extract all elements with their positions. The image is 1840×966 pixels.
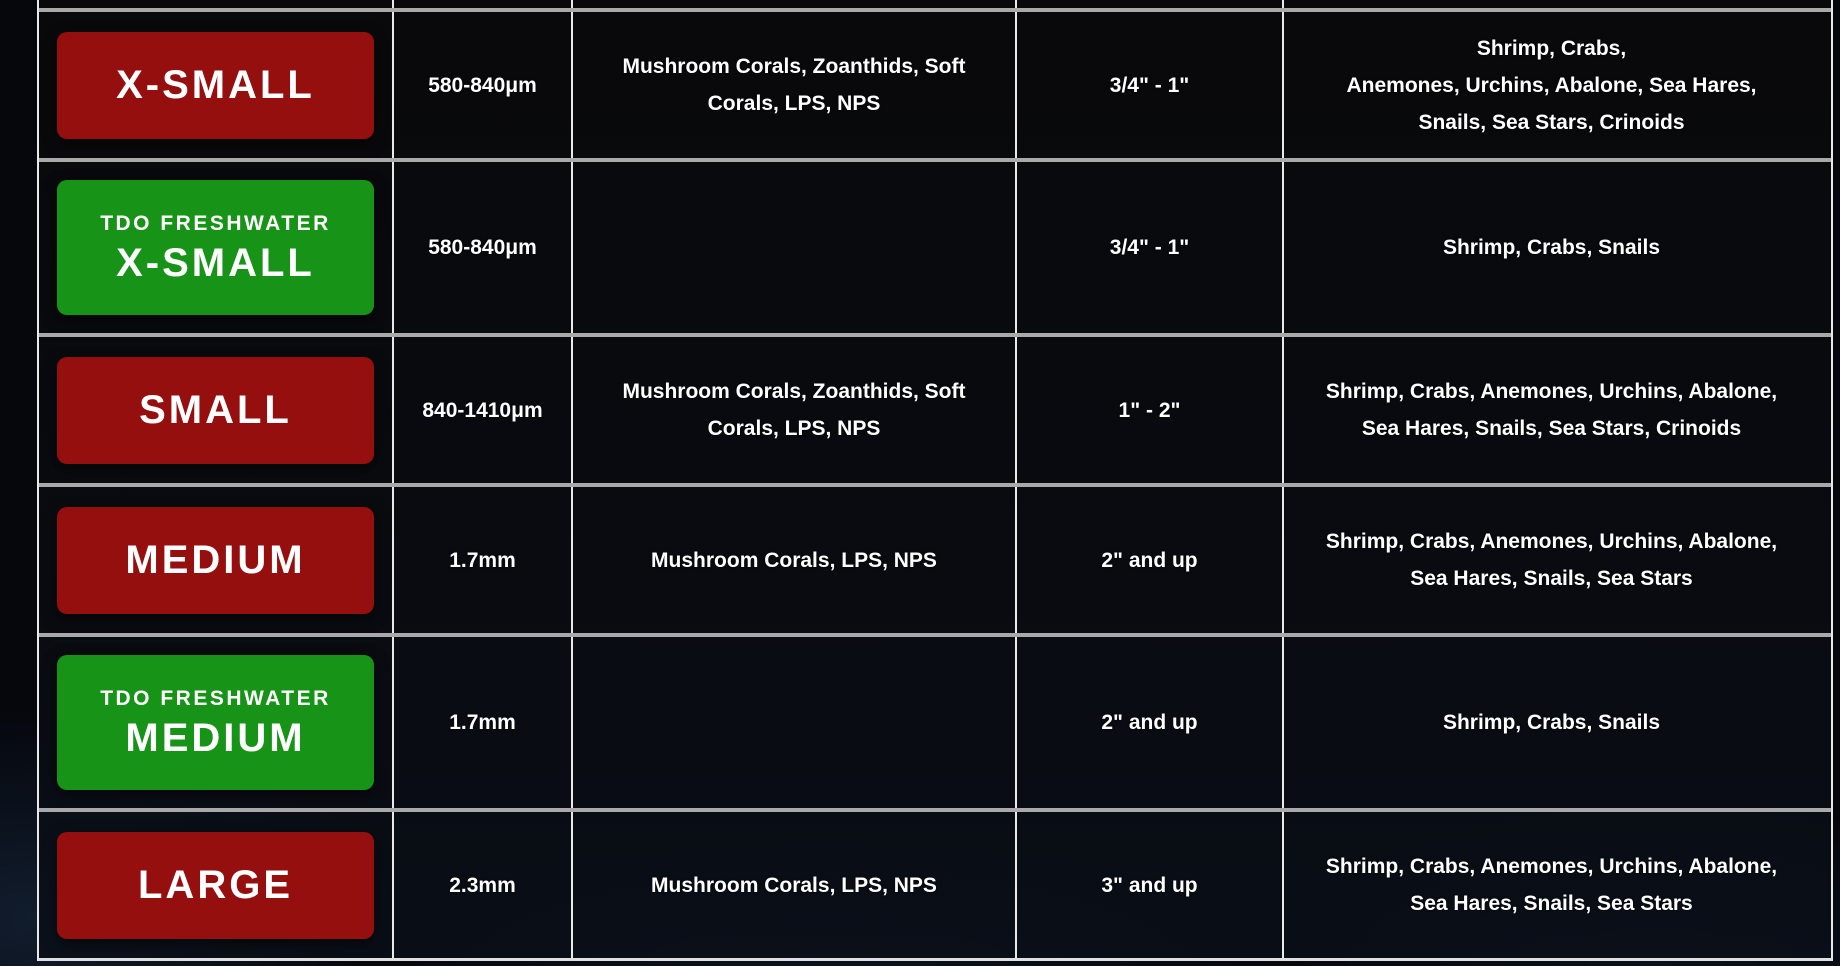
size-badge-cell bbox=[39, 812, 394, 958]
size-badge-cell bbox=[39, 337, 394, 483]
invertebrates-line: Shrimp, Crabs, Anemones, Urchins, Abalone, bbox=[1325, 380, 1778, 403]
size-badge bbox=[57, 180, 374, 315]
fish-size-cell bbox=[1017, 162, 1284, 333]
particle-size-cell bbox=[394, 487, 573, 633]
corals-line: Corals, LPS, NPS bbox=[707, 417, 881, 440]
particle-size-cell bbox=[394, 812, 573, 958]
badge-size-label: MEDIUM bbox=[125, 538, 306, 582]
size-badge-cell bbox=[39, 487, 394, 633]
particle-size-value: 840-1410μm bbox=[422, 398, 543, 422]
fish-size-value: 2" and up bbox=[1101, 711, 1198, 734]
corals-cell bbox=[573, 487, 1017, 633]
badge-size-label: X-SMALL bbox=[116, 63, 315, 107]
corals-cell bbox=[573, 12, 1017, 158]
corals-cell bbox=[573, 162, 1017, 333]
badge-prefix-label: TDO FRESHWATER bbox=[100, 211, 331, 235]
size-badge bbox=[57, 655, 374, 790]
invertebrates-cell bbox=[1284, 0, 1819, 8]
corals-line: Mushroom Corals, Zoanthids, Soft bbox=[622, 55, 966, 78]
invertebrates-line: Sea Hares, Snails, Sea Stars bbox=[1410, 567, 1693, 590]
fish-size-cell bbox=[1017, 12, 1284, 158]
size-badge bbox=[57, 832, 374, 939]
invertebrates-line: Sea Hares, Snails, Sea Stars bbox=[1410, 892, 1693, 915]
invertebrates-cell bbox=[1284, 812, 1819, 958]
invertebrates-line: Sea Hares, Snails, Sea Stars, Crinoids bbox=[1361, 417, 1742, 440]
invertebrates-cell bbox=[1284, 337, 1819, 483]
invertebrates-line: Shrimp, Crabs, Anemones, Urchins, Abalone, bbox=[1325, 530, 1778, 553]
corals-cell bbox=[573, 337, 1017, 483]
invertebrates-line: Shrimp, Crabs, Snails bbox=[1442, 236, 1661, 259]
corals-cell bbox=[573, 637, 1017, 808]
fish-size-cell bbox=[1017, 812, 1284, 958]
table-row bbox=[39, 808, 1831, 958]
table-row bbox=[39, 483, 1831, 633]
size-badge-cell bbox=[39, 12, 394, 158]
table-row bbox=[39, 633, 1831, 808]
food-size-table bbox=[37, 0, 1833, 961]
size-badge-cell bbox=[39, 0, 394, 8]
invertebrates-cell bbox=[1284, 487, 1819, 633]
invertebrates-line: Shrimp, Crabs, Anemones, Urchins, Abalone, bbox=[1325, 855, 1778, 878]
corals-line: Mushroom Corals, Zoanthids, Soft bbox=[622, 380, 966, 403]
fish-size-value: 1" - 2" bbox=[1118, 398, 1181, 422]
corals-cell bbox=[573, 0, 1017, 8]
particle-size-value: 2.3mm bbox=[449, 873, 516, 897]
particle-size-value: 1.7mm bbox=[449, 711, 516, 734]
invertebrates-line: Anemones, Urchins, Abalone, Sea Hares, bbox=[1346, 73, 1757, 97]
particle-size-cell bbox=[394, 337, 573, 483]
invertebrates-line: Snails, Sea Stars, Crinoids bbox=[1418, 110, 1685, 134]
invertebrates-cell bbox=[1284, 162, 1819, 333]
invertebrates-line: Shrimp, Crabs, bbox=[1476, 36, 1627, 60]
particle-size-value: 580-840μm bbox=[428, 73, 537, 97]
badge-prefix-label: TDO FRESHWATER bbox=[100, 686, 331, 710]
invertebrates-line: Shrimp, Crabs, Snails bbox=[1442, 711, 1661, 734]
fish-size-value: 3/4" - 1" bbox=[1109, 236, 1190, 259]
fish-size-cell bbox=[1017, 0, 1284, 8]
fish-size-cell bbox=[1017, 487, 1284, 633]
particle-size-cell bbox=[394, 12, 573, 158]
corals-line: Corals, LPS, NPS bbox=[707, 92, 881, 115]
badge-size-label: MEDIUM bbox=[125, 715, 306, 760]
table-row bbox=[39, 333, 1831, 483]
table-row-partial bbox=[39, 0, 1831, 8]
particle-size-value: 1.7mm bbox=[449, 548, 516, 572]
fish-size-cell bbox=[1017, 337, 1284, 483]
badge-size-label: LARGE bbox=[138, 863, 293, 907]
fish-size-value: 3/4" - 1" bbox=[1109, 73, 1190, 97]
invertebrates-cell bbox=[1284, 637, 1819, 808]
badge-size-label: X-SMALL bbox=[116, 240, 315, 285]
size-badge-cell bbox=[39, 637, 394, 808]
size-badge bbox=[57, 357, 374, 464]
particle-size-value: 580-840μm bbox=[428, 236, 537, 259]
fish-size-value: 2" and up bbox=[1101, 548, 1198, 572]
invertebrates-cell bbox=[1284, 12, 1819, 158]
table-row bbox=[39, 8, 1831, 158]
particle-size-cell bbox=[394, 637, 573, 808]
corals-line: Mushroom Corals, LPS, NPS bbox=[651, 548, 937, 572]
corals-line: Mushroom Corals, LPS, NPS bbox=[651, 873, 937, 897]
particle-size-cell bbox=[394, 0, 573, 8]
fish-size-cell bbox=[1017, 637, 1284, 808]
table-row bbox=[39, 158, 1831, 333]
corals-cell bbox=[573, 812, 1017, 958]
particle-size-cell bbox=[394, 162, 573, 333]
fish-size-value: 3" and up bbox=[1101, 873, 1198, 897]
size-badge-cell bbox=[39, 162, 394, 333]
size-badge bbox=[57, 32, 374, 139]
size-badge bbox=[57, 507, 374, 614]
table-body bbox=[39, 8, 1831, 958]
badge-size-label: SMALL bbox=[139, 388, 292, 432]
